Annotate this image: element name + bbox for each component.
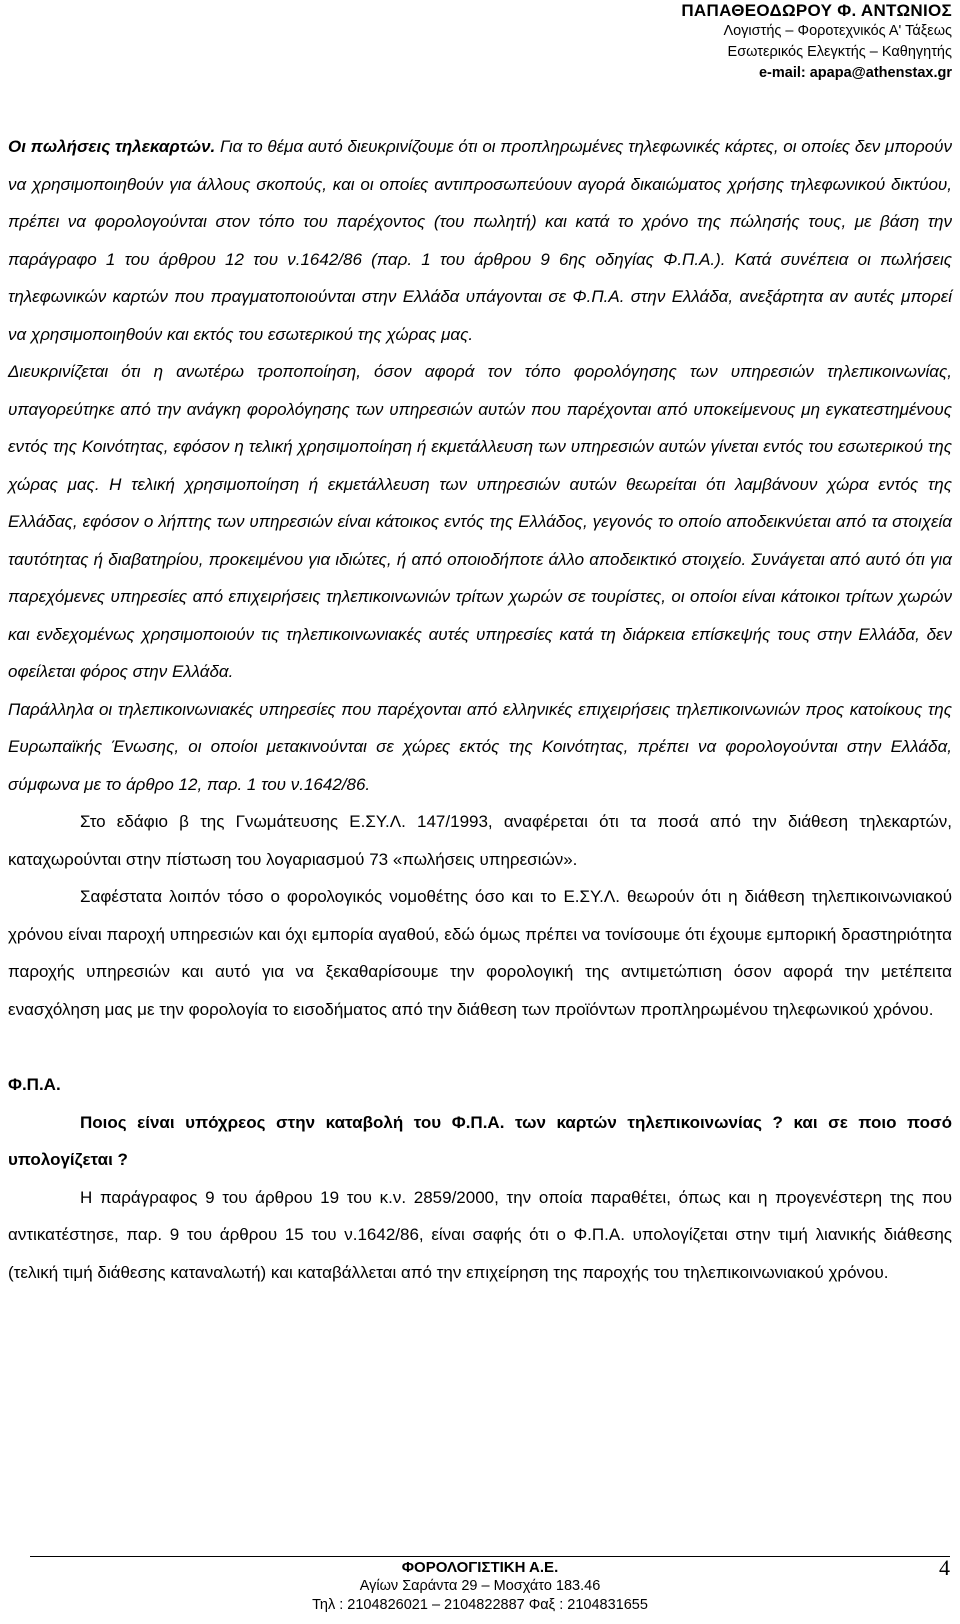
paragraph-vat-answer: Η παράγραφος 9 του άρθρου 19 του κ.ν. 2859/2000, την οποία παραθέτει, όπως και η προγενέστερη της που αντικατέστησε, παρ. 9 του άρθρου 15 του ν.1642/86, είναι σαφής ότι ο Φ.Π.Α. υπολογίζεται στην τιμή λιανικής διάθεσης (τελική τιμή διάθεσης καταναλωτή) και καταβάλλεται από την επιχείρηση της παροχής του τηλεπικοινωνιακού χρόνου. <box>8 1187 952 1282</box>
paragraph-clarification: Διευκρινίζεται ότι η ανωτέρω τροποποίηση, όσον αφορά τον τόπο φορολόγησης των υπηρεσιών τηλεπικοινωνίας, υπαγορεύτηκε από την ανάγκη φορολόγησης των υπηρεσιών αυτών που παρέχονται από υποκείμενους μη εγκατεστημένους εντός της Κοινότητας, εφόσον η τελική χρησιμοποίηση ή εκμετάλλευση των υπηρεσιών αυτών γίνεται εντός του εσωτερικού της χώρας μας. Η τελική χρησιμοποίηση ή εκμετάλλευση των υπηρεσιών αυτών θεωρείται ότι λαμβάνουν χώρα εντός της Ελλάδας, εφόσον ο λήπτης των υπηρεσιών είναι κάτοικος εντός της Ελλάδος, γεγονός το οποίο αποδεικνύεται από τα στοιχεία ταυτότητας ή διαβατηρίου, προκειμένου για ιδιώτες, ή από οποιοδήποτε άλλο αποδεικτικό στοιχείο. Συνάγεται από αυτό ότι για παρεχόμενες υπηρεσίες από επιχειρήσεις τηλεπικοινωνιών τρίτων χωρών σε τουρίστες, οι οποίοι είναι κάτοικοι τρίτων χωρών και ενδεχομένως χρησιμοποιούν τις τηλεπικοινωνιακές αυτές υπηρεσίες κατά τη διάρκεια επίσκεψής τους στην Ελλάδα, δεν οφείλεται φόρος στην Ελλάδα. <box>8 362 952 681</box>
paragraph-parallel: Παράλληλα οι τηλεπικοινωνιακές υπηρεσίες που παρέχονται από ελληνικές επιχειρήσεις τηλεπικοινωνιών προς κατοίκους της Ευρωπαϊκής Ένωσης, οι οποίοι μετακινούνται σε χώρες εκτός της Κοινότητας, πρέπει να φορολογούνται στην Ελλάδα, σύμφωνα με το άρθρο 12, παρ. 1 του ν.1642/86. <box>8 699 952 794</box>
paragraph-heading: Οι πωλήσεις τηλεκαρτών. <box>8 137 216 156</box>
author-role: Εσωτερικός Ελεγκτής – Καθηγητής <box>727 44 952 60</box>
section-question: Ποιος είναι υπόχρεος στην καταβολή του Φ.Π.Α. των καρτών τηλεπικοινωνίας ? και σε ποιο ποσό υπολογίζεται ? <box>8 1112 952 1169</box>
document-body <box>8 128 952 1291</box>
paragraph-text: Για το θέμα αυτό διευκρινίζουμε ότι οι προπληρωμένες τηλεφωνικές κάρτες, οι οποίες δεν μπορούν να χρησιμοποιηθούν για άλλους σκοπούς, και οι οποίες αντιπροσωπεύουν αγορά δικαιώματος χρήσης τηλεφωνικού δικτύου, πρέπει να φορολογούνται στον τόπο του παρέχοντος (του πωλητή) και κατά το χρόνο της πώλησής τους, με βάση την παράγραφο 1 του άρθρου 12 του ν.1642/86 (παρ. 1 του άρθρου 9 6ης οδηγίας Φ.Π.Α.). Κατά συνέπεια οι πωλήσεις τηλεφωνικών καρτών που πραγματοποιούνται στην Ελλάδα υπάγονται σε Φ.Π.Α. στην Ελλάδα, ανεξάρτητα αν αυτές μπορεί να χρησιμοποιηθούν και εκτός του εσωτερικού της χώρας μας. <box>8 137 952 344</box>
paragraph-conclusion: Σαφέστατα λοιπόν τόσο ο φορολογικός νομοθέτης όσο και το Ε.ΣΥ.Λ. θεωρούν ότι η διάθεση τηλεπικοινωνιακού χρόνου είναι παροχή υπηρεσιών και όχι εμπορία αγαθού, εδώ όμως πρέπει να τονίσουμε ότι έχουμε εμπορική δραστηριότητα παροχής υπηρεσιών και αυτό για να ξεκαθαρίσουμε την φορολογική της αντιμετώπιση όσον αφορά την μετέπειτα ενασχόληση μας με την φορολογία το εισοδήματος από την διάθεση των προϊόντων προπληρωμένου τηλεφωνικού χρόνου. <box>8 887 952 1019</box>
footer-company: ΦΟΡΟΛΟΓΙΣΤΙΚΗ Α.Ε. <box>401 1559 559 1576</box>
footer-divider <box>30 1556 950 1557</box>
page-number: 4 <box>939 1555 950 1580</box>
footer-phones: Τηλ : 2104826021 – 2104822887 Φαξ : 2104831655 <box>312 1597 648 1613</box>
spacer <box>8 1028 952 1066</box>
author-title: Λογιστής – Φοροτεχνικός Α' Τάξεως <box>723 23 952 39</box>
letterhead <box>681 0 952 84</box>
author-name: ΠΑΠΑΘΕΟΔΩΡΟΥ Φ. ΑΝΤΩΝΙΟΣ <box>681 1 952 20</box>
section-title: Φ.Π.Α. <box>8 1075 61 1094</box>
paragraph-esyl-opinion: Στο εδάφιο β της Γνωμάτευσης Ε.ΣΥ.Λ. 147/1993, αναφέρεται ότι τα ποσά από την διάθεση τηλεκαρτών, καταχωρούνται στην πίστωση του λογαριασμού 73 «πωλήσεις υπηρεσιών». <box>8 812 952 869</box>
author-email: e-mail: apapa@athenstax.gr <box>758 65 952 81</box>
paragraph-phone-cards <box>8 128 952 353</box>
footer-address: Αγίων Σαράντα 29 – Μοσχάτο 183.46 <box>359 1578 601 1594</box>
footer <box>0 1558 960 1615</box>
